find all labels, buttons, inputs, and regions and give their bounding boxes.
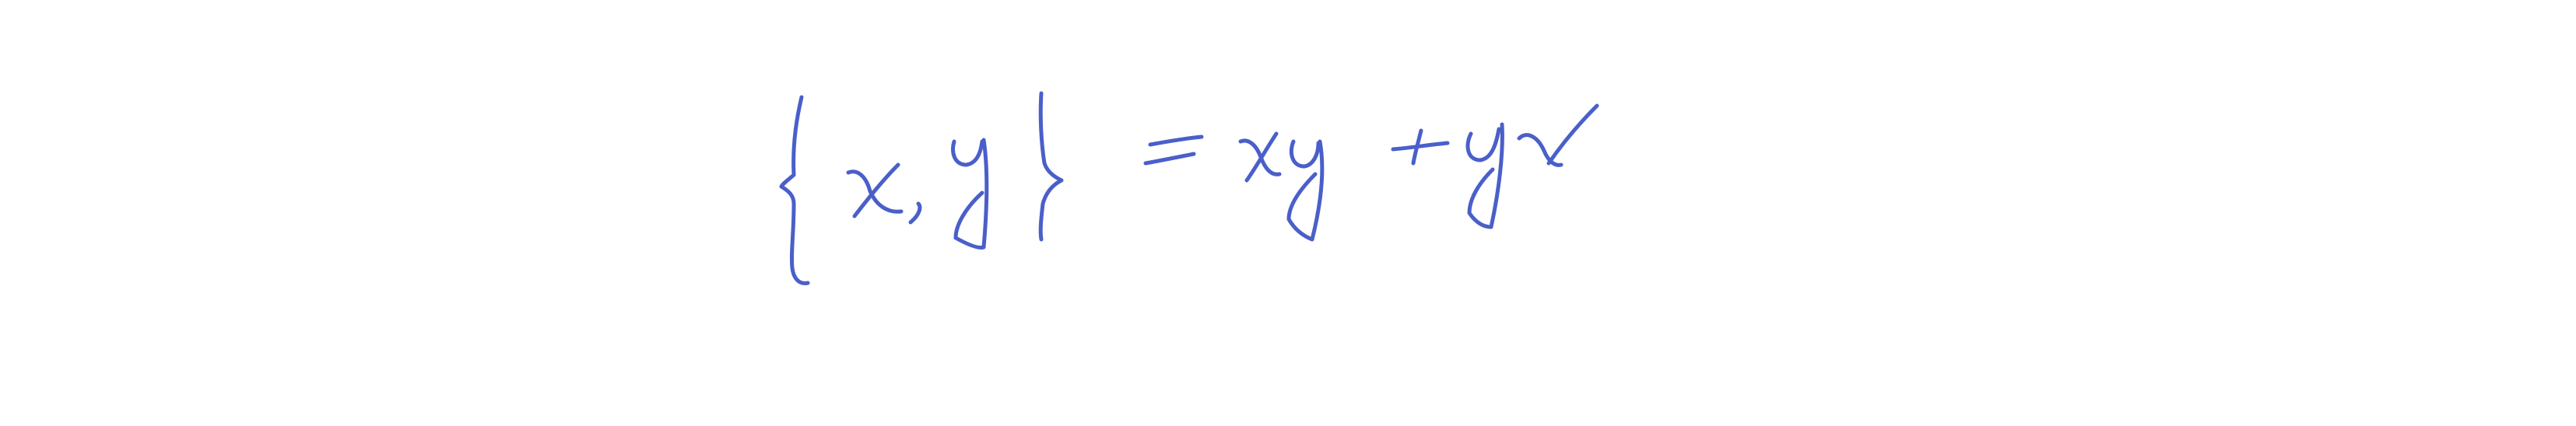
y3-stroke-1 [1468, 129, 1499, 160]
x3-stroke-2 [1549, 106, 1597, 163]
y-stroke-2 [956, 140, 987, 248]
equals-bottom-stroke [1146, 154, 1194, 163]
equals-top-stroke [1150, 137, 1202, 145]
right-brace-stroke [1041, 93, 1062, 239]
comma-stroke [911, 204, 920, 222]
x3-stroke-1 [1519, 135, 1561, 166]
y-stroke-1 [953, 141, 982, 165]
plus-horizontal-stroke [1393, 143, 1448, 149]
y2-stroke-1 [1291, 141, 1318, 166]
left-brace-stroke [781, 97, 808, 283]
